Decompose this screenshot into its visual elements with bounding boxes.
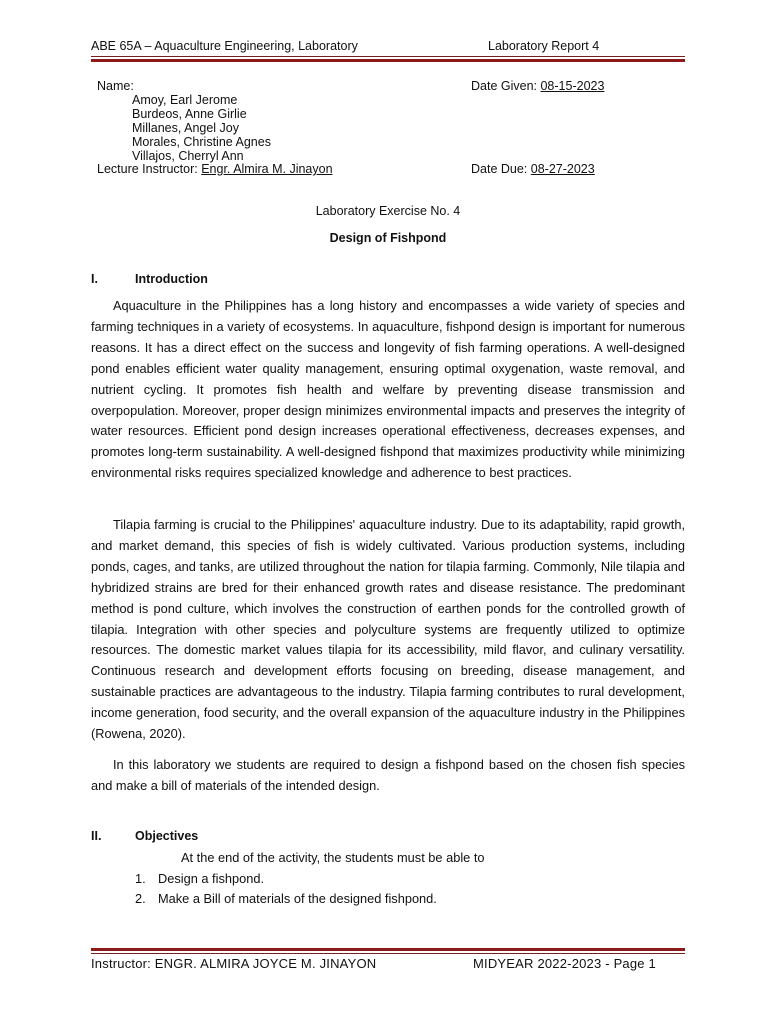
- student-name: Millanes, Angel Joy: [132, 121, 240, 135]
- footer-rule-thin: [91, 953, 685, 954]
- header-rule-thin: [91, 56, 685, 57]
- name-label: Name:: [97, 79, 134, 93]
- student-name: Villajos, Cherryl Ann: [132, 149, 244, 163]
- intro-paragraph: In this laboratory we students are required to design a fishpond based on the chosen fish species and make a bill of materials of the intended design.: [91, 757, 685, 793]
- section-number: II.: [91, 829, 102, 843]
- student-name: Amoy, Earl Jerome: [132, 93, 238, 107]
- section-title: Objectives: [135, 829, 199, 843]
- student-name: Morales, Christine Agnes: [132, 135, 271, 149]
- instructor-label: Lecture Instructor:: [97, 162, 202, 176]
- date-given-label: Date Given:: [471, 79, 541, 93]
- objective-text: Design a fishpond.: [158, 871, 264, 886]
- objectives-lead: At the end of the activity, the students must be able to: [181, 850, 485, 865]
- intro-paragraph: Aquaculture in the Philippines has a long history and encompasses a wide variety of species and farming techniques in a variety of ecosystems. In aquaculture, fishpond design is important for numerous reasons. It has a direct effect on the success and longevity of fish farming operations. A well-designed pond enables efficient water quality management, ensuring optimal oxygenation, waste removal, and nutrient cycling. It promotes fish health and welfare by preventing disease transmission and overpopulation. Moreover, proper design minimizes environmental impacts and preserves the integrity of water resources. Efficient pond design increases operational effectiveness, decreases expenses, and promotes long-term sustainability. A well-designed fishpond that maximizes productivity while minimizing environmental risks requires specialized knowledge and adherence to best practices.: [91, 298, 685, 481]
- header-course: ABE 65A – Aquaculture Engineering, Laboratory: [91, 39, 358, 53]
- footer-page: MIDYEAR 2022-2023 - Page 1: [473, 956, 656, 971]
- section-title: Introduction: [135, 272, 208, 286]
- date-given: [471, 79, 604, 93]
- footer-rule-thick: [91, 948, 685, 951]
- objective-number: 1.: [135, 871, 146, 886]
- section-number: I.: [91, 272, 98, 286]
- date-due-label: Date Due:: [471, 162, 531, 176]
- header-rule-thick: [91, 59, 685, 62]
- header-report: Laboratory Report 4: [488, 39, 600, 53]
- objective-number: 2.: [135, 891, 146, 906]
- exercise-number: Laboratory Exercise No. 4: [315, 204, 461, 218]
- objective-text: Make a Bill of materials of the designed fishpond.: [158, 891, 437, 906]
- date-given-value: 08-15-2023: [540, 79, 605, 93]
- footer-instructor: Instructor: ENGR. ALMIRA JOYCE M. JINAYON: [91, 956, 377, 971]
- lecture-instructor: [97, 162, 333, 176]
- date-due: [471, 162, 595, 176]
- student-name: Burdeos, Anne Girlie: [132, 107, 247, 121]
- intro-paragraph: Tilapia farming is crucial to the Philippines' aquaculture industry. Due to its adaptability, rapid growth, and market demand, this species of fish is widely cultivated. Various production systems, including ponds, cages, and tanks, are utilized throughout the nation for tilapia farming. Commonly, Nile tilapia and hybridized strains are bred for their enhanced growth rates and disease resistance. The predominant method is pond culture, which involves the construction of earthen ponds for the controlled growth of tilapia. Integration with other species and polyculture systems are frequently utilized to optimize resources. The domestic market values tilapia for its accessibility, mild flavor, and culinary versatility. Continuous research and development efforts focusing on breeding, disease management, and sustainable practices are advantageous to the industry. Tilapia farming contributes to rural development, income generation, food security, and the overall expansion of the aquaculture industry in the Philippines (Rowena, 2020).: [91, 517, 685, 742]
- exercise-title: Design of Fishpond: [329, 231, 447, 245]
- instructor-name: Engr. Almira M. Jinayon: [201, 162, 333, 176]
- date-due-value: 08-27-2023: [530, 162, 595, 176]
